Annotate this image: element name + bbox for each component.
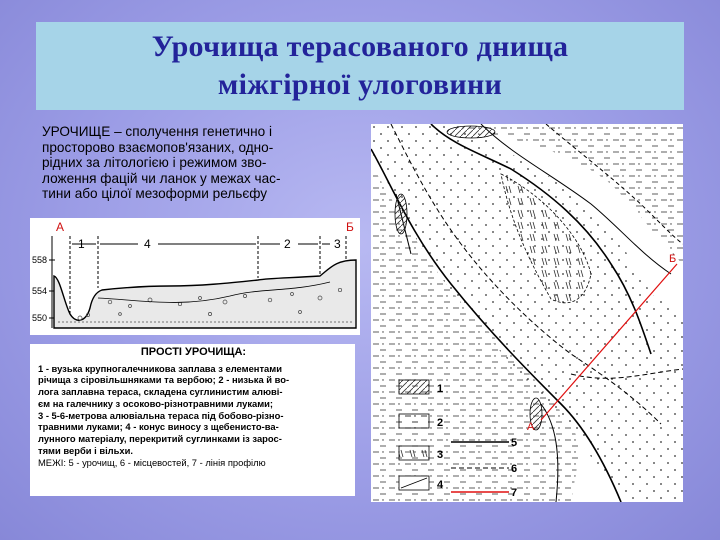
legend-text-line: лога заплавна тераса, складена суглинистим алювi-: [38, 386, 283, 398]
profile-ground: [54, 260, 356, 328]
map-legend-label: 3: [437, 449, 444, 461]
profile-section-label: 3: [334, 237, 341, 251]
map-gravel-bar: [447, 126, 495, 138]
map-gravel-bar: [395, 194, 407, 234]
definition-line: просторово взаємопов'язаних, одно-: [42, 139, 274, 155]
definition-line: тини або цілої мезоформи рельєфу: [42, 186, 268, 202]
map-svg: [371, 124, 683, 502]
profile-figure: [30, 218, 360, 335]
map-legend-label: 6: [511, 463, 518, 475]
profile-label-b: Б: [346, 220, 354, 234]
profile-tick-label: 558: [32, 255, 48, 265]
profile-section-label: 2: [284, 237, 291, 251]
profile-tick-label: 550: [32, 313, 48, 323]
map-legend-swatch-1: [399, 380, 429, 394]
map-legend-swatch-2: [399, 414, 429, 428]
legend-text-box: [30, 344, 355, 496]
legend-heading: ПРОСТІ УРОЧИЩА:: [140, 346, 247, 358]
legend-text-line: 3 - 5-6-метрова алювіальна тераса під бобово-різно-: [38, 409, 284, 421]
map-figure: [371, 124, 683, 502]
map-label-b: Б: [669, 253, 677, 265]
title-box: [36, 22, 684, 110]
map-legend-label: 1: [437, 383, 444, 395]
map-legend-label: 4: [437, 479, 444, 491]
definition-line: рідних за літологією і режимом зво-: [42, 155, 267, 171]
map-legend-label: 7: [511, 487, 518, 499]
definition-line: УРОЧИЩЕ – сполучення генетично і: [42, 124, 272, 139]
title-line-2: міжгірної улоговини: [217, 68, 503, 101]
legend-text-line: тями верби і вільхи.: [38, 444, 133, 456]
definition-text: [42, 124, 362, 202]
legend-text-line: травними луками; 4 - конус виносу з щебенисто-ва-: [38, 421, 279, 433]
legend-text-line: річища з сіровільшняками та вербою; 2 - низька й во-: [38, 374, 290, 386]
title-line-1: Урочища терасованого днища: [151, 30, 569, 63]
map-label-a: А: [527, 421, 535, 433]
profile-section-label: 4: [144, 237, 151, 251]
profile-section-label: 1: [78, 237, 85, 251]
legend-bounds-line: МЕЖІ: 5 - урочищ, 6 - місцевостей, 7 - лінія профілю: [38, 457, 266, 469]
map-legend-label: 5: [511, 437, 518, 449]
legend-text-line: лунного матеріалу, перекритий суглинками із зарос-: [38, 432, 282, 444]
legend-text-line: 1 - вузька крупногалечникова заплава з елементами: [38, 362, 282, 374]
profile-label-a: А: [56, 220, 65, 234]
legend-text-line: єм на галечнику з осоково-різнотравними луками;: [38, 397, 274, 409]
profile-tick-label: 554: [32, 286, 48, 296]
map-legend-swatch-3: [399, 446, 429, 460]
profile-svg: [30, 218, 360, 335]
definition-line: ложення фацій чи ланок у межах час-: [42, 170, 281, 186]
map-legend-label: 2: [437, 417, 444, 429]
